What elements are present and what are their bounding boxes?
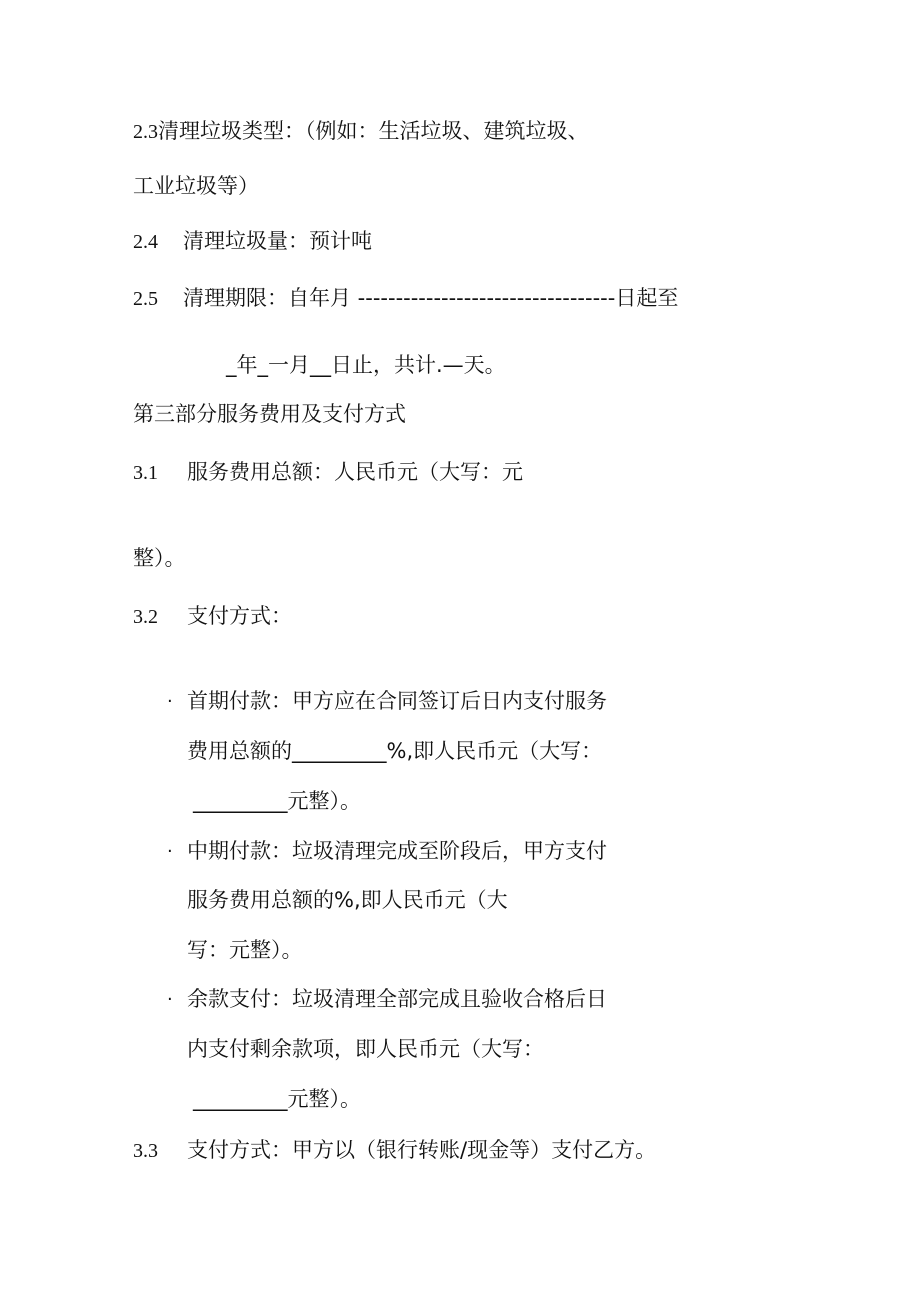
payment-item-middle-line2: 服务费用总额的%,即人民币元（大	[187, 888, 508, 912]
clause-3-1	[133, 462, 523, 483]
payment-item-final-line2: 内支付剩余款项，即人民币元（大写：	[187, 1037, 544, 1061]
clause-2-3-continuation: 工业垃圾等）	[133, 174, 259, 198]
clause-text: 支付方式：甲方以（银行转账/现金等）支付乙方。	[187, 1138, 657, 1162]
clause-3-2	[133, 606, 292, 627]
bullet-marker: ·	[167, 989, 173, 1010]
clause-number: 3.2	[133, 606, 158, 628]
clause-text: 支付方式：	[187, 604, 292, 628]
clause-2-5	[133, 288, 678, 309]
payment-item-middle-line1: 中期付款：垃圾清理完成至阶段后，甲方支付	[187, 839, 607, 863]
bullet-marker: ·	[167, 841, 173, 862]
clause-text: 服务费用总额：人民币元（大写：元	[187, 460, 523, 484]
clause-number: 2.3	[133, 121, 158, 143]
clause-3-1-continuation: 整）。	[133, 546, 186, 570]
clause-number: 3.1	[133, 462, 158, 484]
payment-item-final-line1: 余款支付：垃圾清理全部完成且验收合格后日	[187, 987, 607, 1011]
section-title: 第三部分服务费用及支付方式	[133, 402, 406, 426]
payment-item-first-line2: 费用总额的_________%,即人民币元（大写：	[187, 739, 603, 763]
payment-item-first-line1: 首期付款：甲方应在合同签订后日内支付服务	[187, 689, 607, 713]
clause-2-5-continuation: _年_一月__日止，共计.—天。	[226, 353, 506, 377]
payment-item-final-line3: _________元整）。	[193, 1087, 361, 1111]
payment-item-first-line3: _________元整）。	[193, 789, 361, 813]
clause-number: 2.4	[133, 231, 158, 253]
clause-2-4	[133, 231, 372, 252]
clause-text: 清理期限：自年月 ----------------------------------日起至	[183, 286, 679, 310]
clause-text: 清理垃圾量：预计吨	[183, 229, 372, 253]
clause-3-3	[133, 1140, 656, 1161]
clause-number: 3.3	[133, 1140, 158, 1162]
payment-item-middle-line3: 写：元整）。	[187, 938, 303, 962]
clause-number: 2.5	[133, 288, 158, 310]
bullet-marker: ·	[167, 691, 173, 712]
clause-2-3	[133, 121, 589, 142]
clause-text: 清理垃圾类型：（例如：生活垃圾、建筑垃圾、	[158, 119, 589, 143]
